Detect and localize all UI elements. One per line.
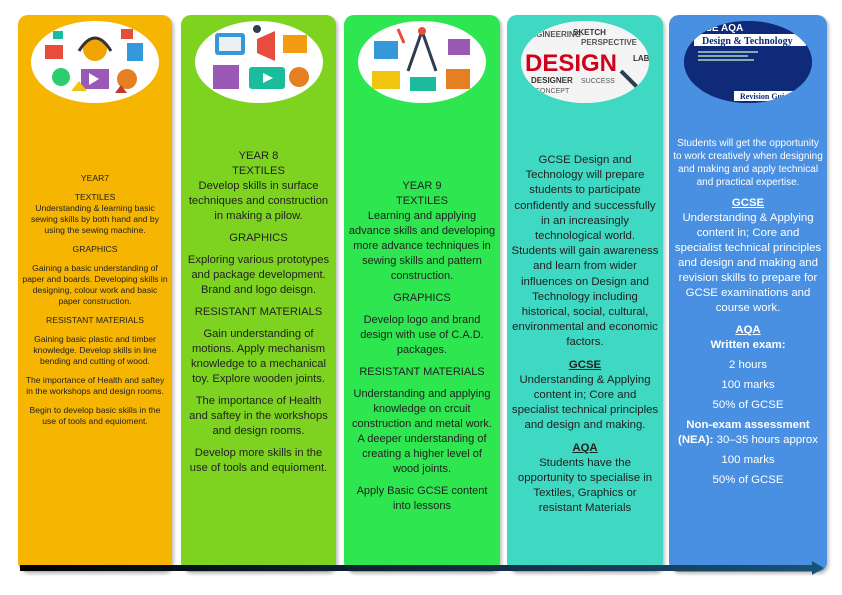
aqa-content: [673, 137, 823, 488]
nea-text: [673, 418, 823, 448]
gcse-heading: GCSE: [568, 358, 602, 371]
exam-marks: 100 marks: [721, 379, 775, 391]
written-exam-heading: Written exam:: [710, 339, 786, 351]
resistant-materials-text: Gain understanding of motions. Apply mechanism knowledge to a mechanical toy. Explore wooden joints.: [191, 328, 326, 385]
year-heading: YEAR7: [80, 173, 110, 183]
graphics-text: Exploring various prototypes and package development. Brand and logo deisgn.: [187, 254, 330, 296]
design-words-image: [521, 21, 649, 103]
designer-word: DESIGNER: [531, 76, 573, 85]
textiles-heading: TEXTILES: [74, 192, 116, 202]
nea-time: 30–35 hours approx: [713, 434, 818, 446]
exam-percentage: 50% of GCSE: [712, 399, 784, 411]
resistant-materials-text: Understanding and applying knowledge on crcuit construction and metal work. A deeper understanding of creating a higher level of wood joints.: [351, 388, 492, 475]
textiles-heading: TEXTILES: [396, 195, 448, 207]
nea-heading: Non-exam assessment (NEA):: [678, 419, 810, 446]
tools-text: Begin to develop basic skills in the use of tools and equioment.: [29, 405, 161, 426]
textiles-icons-image: [31, 21, 159, 103]
sketch-word: SKETCH: [573, 28, 606, 37]
graphics-text: Gaining a basic understanding of paper and boards. Developing skills in designing, colour work and basic paper construction.: [22, 263, 168, 306]
graphics-heading: GRAPHICS: [393, 292, 451, 304]
arrow-head-icon: [812, 561, 824, 575]
resistant-materials-heading: RESISTANT MATERIALS: [194, 306, 323, 318]
perspective-word: PERSPECTIVE: [581, 38, 638, 47]
health-safety-text: The importance of Health and saftey in the workshops and design rooms.: [25, 375, 165, 396]
textiles-text: Learning and applying advance skills and developing more advance techniques in sewing skills and pattern construction.: [348, 210, 496, 282]
year9-content: [348, 179, 496, 521]
book-title: Design & Technology: [702, 36, 793, 47]
resistant-materials-heading: RESISTANT MATERIALS: [359, 366, 485, 378]
aqa-panel: [669, 15, 827, 572]
health-safety-text: The importance of Health and saftey in the workshops and design rooms.: [189, 395, 328, 437]
aqa-intro-text: Students will get the opportunity to work creatively when designing and making and apply technical and practical expertise.: [673, 138, 823, 188]
textiles-text: Understanding & learning basic sewing skills by both hand and by using the sewing machine.: [30, 203, 160, 235]
aqa-text: Students have the opportunity to specialise in Textiles, Graphics or resistant Materials: [517, 456, 653, 515]
design-tools-image: [358, 21, 486, 103]
gcse-intro-text: GCSE Design and Technology will prepare students to participate confidently and successfully in an increasingly technological world. Students will gain awareness and learn from wider influences on Design and Technology including historical, social, cultural, environmental and economic factors.: [511, 154, 659, 349]
progress-arrow: [20, 565, 818, 571]
year-heading: YEAR 8: [238, 150, 279, 162]
year8-content: [185, 149, 332, 483]
engineering-word: ENGINEERING: [525, 30, 582, 39]
exam-hours: 2 hours: [729, 359, 767, 371]
book-footer: Revision Gui: [740, 92, 785, 101]
design-word: DESIGN: [525, 50, 618, 77]
nea-percentage: 50% of GCSE: [712, 474, 784, 486]
book-title-top: CSE AQA: [698, 23, 744, 34]
revision-guide-image: [684, 21, 812, 103]
graphics-heading: GRAPHICS: [72, 244, 118, 254]
aqa-heading: AQA: [572, 441, 598, 454]
gcse-panel: [507, 15, 663, 572]
gcse-content-text: Apply Basic GCSE content into lessons: [356, 485, 488, 512]
year9-panel: [344, 15, 500, 572]
gcse-content: [511, 153, 659, 524]
gcse-text: Understanding & Applying content in; Core and specialist technical principles and design and making.: [511, 373, 659, 432]
aqa-heading: AQA: [735, 324, 761, 336]
year8-panel: [181, 15, 336, 572]
year-heading: YEAR 9: [402, 180, 442, 192]
gcse-text: Understanding & Applying content in; Core and specialist technical principles and design and making and revision skills to prepare for GCSE examinations and course work.: [674, 212, 822, 314]
resistant-materials-text: Gaining basic plastic and timber knowledge. Develop skills in line bending and cutting of wood.: [33, 334, 157, 366]
graphics-text: Develop logo and brand design with use of C.A.D. packages.: [360, 314, 484, 356]
textiles-heading: TEXTILES: [232, 165, 285, 177]
concept-word: CONCEPT: [535, 88, 570, 95]
success-word: SUCCESS: [581, 78, 615, 85]
tools-text: Develop more skills in the use of tools and equioment.: [189, 447, 328, 474]
graphics-heading: GRAPHICS: [229, 232, 288, 244]
graphics-icons-image: [195, 21, 323, 103]
gcse-heading: GCSE: [731, 197, 765, 209]
year7-content: [22, 173, 168, 435]
year7-panel: [18, 15, 172, 572]
textiles-text: Develop skills in surface techniques and construction in making a pilow.: [188, 180, 329, 222]
nea-marks: 100 marks: [721, 454, 775, 466]
resistant-materials-heading: RESISTANT MATERIALS: [46, 315, 144, 325]
lab-word: LAB: [633, 54, 649, 63]
